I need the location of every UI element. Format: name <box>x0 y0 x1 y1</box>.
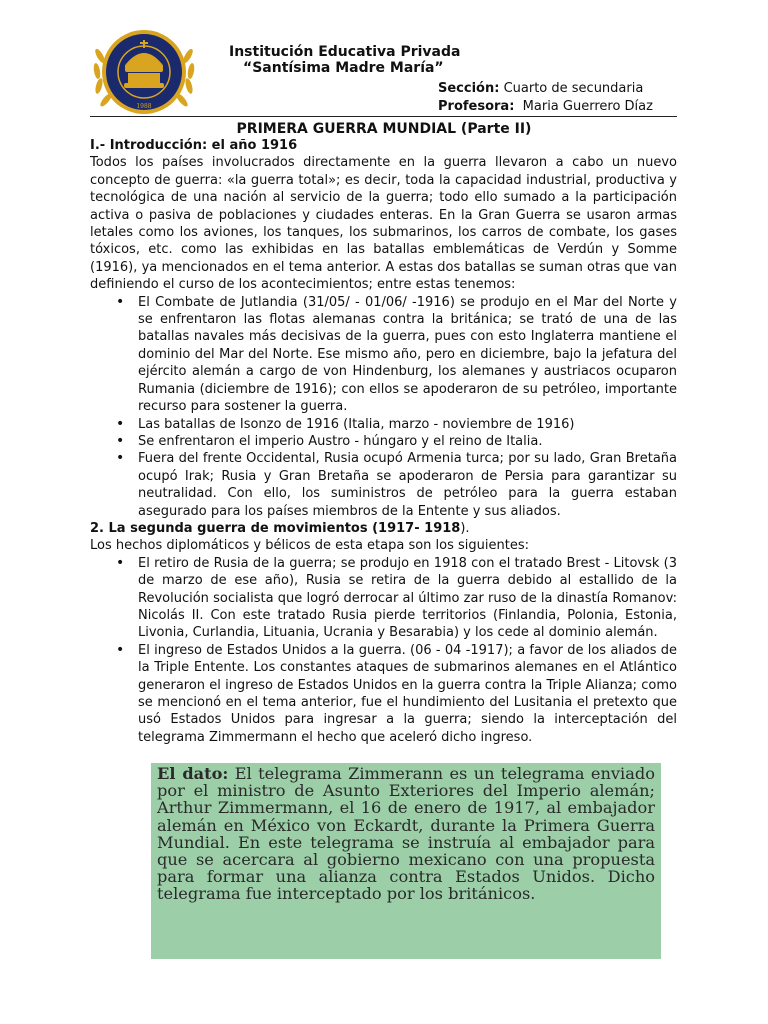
logo-year: 1988 <box>136 103 152 110</box>
section1-paragraph: Todos los países involucrados directamente en la guerra llevaron a cabo un nuevo concepto de guerra: «la guerra total»; es decir, toda la capacidad industrial, productiva y tecnológica de una nación al servicio de la guerra; todo ello sumado a la participación activa o pasiva de poblaciones y ciudades enteras. En la Gran Guerra se usaron armas letales como los aviones, los tanques, los submarinos, los carros de combate, los gases tóxicos, etc. como las exhibidas en las batallas emblemáticas de Verdún y Somme (1916), ya mencionados en el tema anterior. A estas dos batallas se suman otras que van definiendo el curso de los acontecimientos; entre estas tenemos: <box>90 155 677 293</box>
list-item: • Las batallas de Isonzo de 1916 (Italia, marzo - noviembre de 1916) <box>138 416 677 433</box>
institution-line-2: “Santísima Madre María” <box>243 60 444 76</box>
note-label: El dato: <box>157 764 229 783</box>
section2-heading-tail: ). <box>460 520 470 536</box>
section2-heading-row <box>90 520 677 537</box>
note-text: El telegrama Zimmerann es un telegrama enviado por el ministro de Asunto Exteriores del Imperio alemán; Arthur Zimmermann, el 16 de enero de 1917, al embajador alemán en México von Eckardt, durante la Primera Guerra Mundial. En este telegrama se instruía al embajador para que se acercara al gobierno mexicano con una propuesta para formar una alianza contra Estados Unidos. Dicho telegrama fue interceptado por los británicos. <box>157 764 655 904</box>
section2-bullet-list <box>90 555 677 746</box>
header-meta <box>438 80 653 116</box>
header-divider <box>90 116 677 117</box>
list-item: • El Combate de Jutlandia (31/05/ - 01/06/ -1916) se produjo en el Mar del Norte y se enfrentaron las flotas alemanas contra la británica; se trató de una de las batallas navales más decisivas de la guerra, pues con esto Inglaterra mantiene el dominio del Mar del Norte. Ese mismo año, pero en diciembre, bajo la jefatura del ejército alemán a cargo de von Hindenburg, los alemanes y austriacos ocuparon Rumania (diciembre de 1916); con ellos se apoderaron de su petróleo, importante recurso para sostener la guerra. <box>138 294 677 416</box>
list-item: • El retiro de Rusia de la guerra; se produjo en 1918 con el tratado Brest - Litovsk (3 de marzo de ese año), Rusia se retira de la guerra debido al estallido de la Revolución socialista que logró derrocar al último zar ruso de la dinastía Romanov: Nicolás II. Con este tratado Rusia pierde territorios (Finlandia, Polonia, Estonia, Livonia, Curlandia, Lituania, Ucrania y Besarabia) y los cede al dominio alemán. <box>138 555 677 642</box>
section1-bullet-list <box>90 294 677 520</box>
section1-heading: I.- Introducción: el año 1916 <box>90 138 298 153</box>
school-crest-logo <box>90 26 198 122</box>
teacher-label: Profesora: <box>438 99 515 114</box>
document-body <box>90 137 677 746</box>
list-item: • Fuera del frente Occidental, Rusia ocupó Armenia turca; por su lado, Gran Bretaña ocupó Irak; Rusia y Gran Bretaña se apoderaron de Persia para garantizar su neutralidad. Con ello, los suministros de petróleo para la guerra estaban asegurado para los países miembros de la Entente y sus aliados. <box>138 450 677 520</box>
document-title: PRIMERA GUERRA MUNDIAL (Parte II) <box>236 121 532 137</box>
list-item: • El ingreso de Estados Unidos a la guerra. (06 - 04 -1917); a favor de los aliados de la Triple Entente. Los constantes ataques de submarinos alemanes en el Atlántico generaron el ingreso de Estados Unidos en la guerra contra la Triple Alianza; como se mencionó en el tema anterior, fue el hundimiento del Lusitania el pretexto que usó Estados Unidos para ingresar a la guerra; siendo la interceptación del telegrama Zimmermann el hecho que aceleró dicho ingreso. <box>138 642 677 746</box>
note-box <box>151 763 661 959</box>
institution-line-1: Institución Educativa Privada <box>229 44 461 60</box>
list-item: • Se enfrentaron el imperio Austro - húngaro y el reino de Italia. <box>138 433 677 450</box>
teacher-row <box>438 98 653 116</box>
teacher-value: Maria Guerrero Díaz <box>522 99 653 114</box>
institution-name <box>229 44 460 76</box>
section2-intro: Los hechos diplomáticos y bélicos de esta etapa son los siguientes: <box>90 538 529 554</box>
section-value: Cuarto de secundaria <box>503 81 644 96</box>
section-label: Sección: <box>438 81 500 96</box>
section-row <box>438 80 653 98</box>
section2-heading: 2. La segunda guerra de movimientos (1917- 1918 <box>90 520 461 536</box>
